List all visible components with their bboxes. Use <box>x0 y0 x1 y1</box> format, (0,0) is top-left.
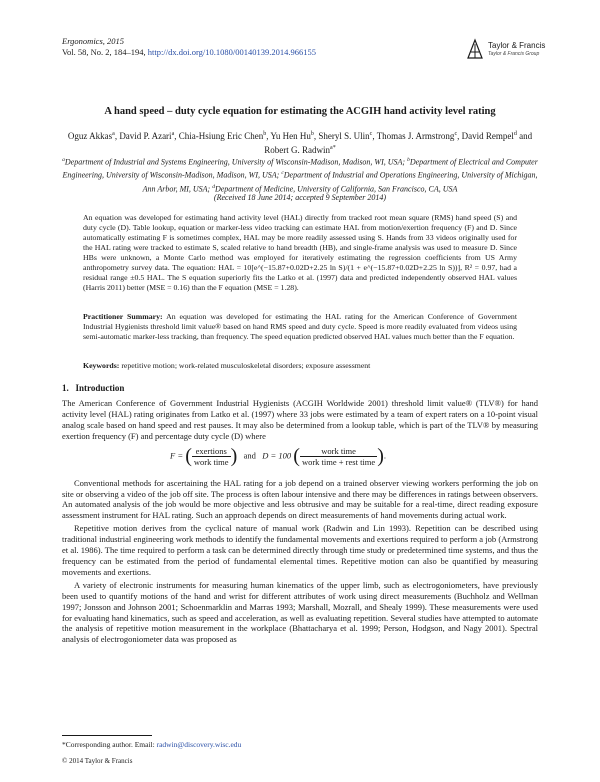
section-number: 1. <box>62 383 69 393</box>
author-affiliation-mark: d <box>513 131 517 137</box>
section-title: Introduction <box>75 383 125 393</box>
equation-end: . <box>383 450 386 461</box>
author-affiliation-mark: b <box>310 131 314 137</box>
abstract <box>83 213 517 293</box>
abstract-text: An equation was developed for estimating hand activity level (HAL) directly from tracked root mean square (RMS) hand speed (S) and duty cycle (D). Table lookup, equation or marker-less video tracking can estimate HAL from motion/exertion frequency (F) and D. Since automatically estimating F is sometimes complex, HAL may be more readily assessed using S. Hands from 33 videos originally used for the HAL rating were tracked to estimate S, scaled relative to hand breadth (HB), and single-frame analysis was used to measure D. Since HBs were unknown, a Monte Carlo method was employed for iteratively estimating the regression coefficients from US Army anthropometry survey data. The equation: <box>83 213 517 272</box>
equation-f-lhs: F = <box>170 450 184 461</box>
practitioner-summary-label: Practitioner Summary: <box>83 312 163 321</box>
affiliation-text: Department of Medicine, University of California, San Francisco, CA, USA <box>214 184 458 194</box>
author-name: Oguz Akkas <box>67 131 113 141</box>
affiliation-mark: b <box>407 157 410 163</box>
body-paragraph-1: The American Conference of Government Industrial Hygienists (ACGIH Worldwide 2001) threshold limit value® (TLV®) for hand activity level (HAL) rating originates from Latko et al. (1997) where 33 jobs were estimated by a team of expert raters on a 10-point visual analog scale based on hand speed and rest pauses. It may also be determined from a lookup table, which is part of the TLV® by measuring exertion frequency (F) and percentage duty cycle (D) where <box>62 398 538 441</box>
author-affiliation-mark: a <box>112 131 115 137</box>
affiliation-mark: a <box>62 157 65 163</box>
f-numerator: exertions <box>192 446 231 457</box>
d-denominator: work time + rest time <box>301 457 376 467</box>
received-dates: (Received 18 June 2014; accepted 9 September 2014) <box>213 193 387 202</box>
keywords <box>83 361 517 370</box>
author-name: Sheryl S. Ulin <box>318 131 370 141</box>
f-denominator: work time <box>193 457 229 467</box>
article-title: A hand speed – duty cycle equation for estimating the ACGIH hand activity level rating <box>104 106 496 117</box>
corresponding-author-note <box>62 740 241 749</box>
display-equation <box>170 445 430 471</box>
f-fraction <box>192 446 231 467</box>
footnote-label: *Corresponding author. Email: <box>62 740 157 749</box>
author-name: Robert G. Radwin <box>264 145 331 155</box>
abstract-equation: HAL = 10[e^(−15.87+0.02D+2.25 ln S)/(1 + e^(−15.87+0.02D+2.25 ln S))], R² = 0.97 <box>218 262 496 272</box>
publisher-logo <box>466 38 556 62</box>
section-heading <box>62 383 124 393</box>
volume-info: Vol. 58, No. 2, 184–194, <box>62 47 148 57</box>
author-name: David P. Azari <box>119 131 172 141</box>
author-name: Chia-Hsiung Eric Chen <box>178 131 264 141</box>
equation-and: and <box>243 450 256 461</box>
keywords-label: Keywords: <box>83 361 120 370</box>
abstract-text-end: , had a residual range ±0.5 HAL. The S equation superiorly fits the Latko et al. (1997) data and predicted independently observed HAL values (Harris 2011) better (MSE = 0.16) than the F equation (MSE = 1.28). <box>83 262 517 292</box>
body-paragraph-2: Conventional methods for ascertaining the HAL rating for a job depend on a trained observer viewing workers performing the job on site or observing a video of the job off site. The process is often labour intensive and there may be differences in ratings between observers. An automated analysis of the job would be more objective and less obtrusive and may be suitable for a real-time, direct reading exposure assessment instrument for HAL rating. Such an approach depends on direct measurements of hand movements during actual work. <box>62 477 538 521</box>
author-name: Thomas J. Armstrong <box>376 131 455 141</box>
publisher-tagline: Taylor & Francis Group <box>488 51 540 57</box>
author-affiliation-mark: b <box>263 131 267 137</box>
footnote-divider <box>62 735 152 736</box>
body-paragraph-4: A variety of electronic instruments for measuring human kinematics of the upper limb, such as electrogoniometers, have previously been used to quantify motions of the hand and wrist for different attributes of work using direct measurements (Buchholz and Wellman 1997; Jonsson and Johnson 2001; Schoenmarklin and Marras 1993; Marshall, Mozrall, and Shealy 1999). These measurements were used for evaluating hand kinematics, such as speed and acceleration, as well as evaluating repetition. Several studies have attempted to automate the analysis of repetitive motion measurement in the workplace (Bhattacharya et al. 1999; Person, Hodgson, and Nagy 2001). Spectral analysis of electrogoniometer data was proposed as <box>62 579 538 645</box>
publisher-name: Taylor & Francis <box>488 41 546 50</box>
practitioner-summary-text: An equation was developed for estimating the HAL rating for the American Conference of Government Industrial Hygienists threshold limit value® based on hand RMS speed and duty cycle. Speed is more readily evaluated from videos using semi-automatic marker-less tracking, than frequency. The speed equation predicted observed HAL values much better than the F equation. <box>83 312 517 341</box>
affiliation-text: Department of Industrial and Operations Engineering, University of Michigan, Ann Arbor, MI, USA; <box>142 170 538 194</box>
author-affiliation-mark: a* <box>330 145 336 151</box>
volume-doi-line <box>62 47 316 57</box>
affiliation-mark: d <box>212 183 215 190</box>
keywords-text: repetitive motion; work-related musculoskeletal disorders; exposure assessment <box>119 361 371 370</box>
equation-d-lhs: D = 100 <box>262 450 292 461</box>
paren-close: ) <box>230 445 238 467</box>
practitioner-summary <box>83 312 517 342</box>
publisher-logo-icon <box>466 38 484 60</box>
body-text <box>62 398 538 647</box>
d-numerator: work time <box>300 446 377 457</box>
paren-open: ( <box>293 445 300 467</box>
author-list: Oguz Akkas$^a$, David P. Azari$^a$, Chia-Hsiung Eric Chen$^b$, Yu Hen Hu$^b$, Sheryl S. Ulin$^c$, Thomas J. Armstrong$^c$, David Rempel$^d$ and Robert G. Radwin$^{a*}$ <box>67 131 533 155</box>
paren-close: ) <box>377 445 384 467</box>
body-paragraph-3: Repetitive motion derives from the cyclical nature of manual work (Radwin and Lin 1993). Repetition can be described using traditional industrial engineering work methods to identify the fundamental movements and exertions required to perform a job (Armstrong et al. 1986). The time required to perform a task can be determined directly through time study or predetermined time systems, and thus the frequency can be estimated from the period of fundamental elemental times. Repetitive motion can also be quantified by measuring movements and exertions. <box>62 523 538 577</box>
doi-link[interactable]: http://dx.doi.org/10.1080/00140139.2014.966155 <box>147 47 316 57</box>
author-name: David Rempel <box>461 131 514 141</box>
affiliations <box>62 155 538 195</box>
copyright: © 2014 Taylor & Francis <box>62 757 133 765</box>
d-fraction <box>300 446 377 467</box>
author-affiliation-mark: c <box>454 131 458 137</box>
paren-open: ( <box>185 445 192 467</box>
affiliation-text: Department of Electrical and Computer Engineering, University of Wisconsin-Madison, Madison, WI, USA; <box>62 157 538 180</box>
author-email-link[interactable]: radwin@discovery.wisc.edu <box>156 740 242 749</box>
author-name: Yu Hen Hu <box>270 131 311 141</box>
author-affiliation-mark: c <box>369 131 373 137</box>
journal-name: Ergonomics, 2015 <box>62 36 125 46</box>
affiliation-text: Department of Industrial and Systems Engineering, University of Wisconsin-Madison, Madison, WI, USA; <box>64 157 408 167</box>
author-affiliation-mark: a <box>171 131 175 137</box>
affiliation-mark: c <box>281 170 284 177</box>
